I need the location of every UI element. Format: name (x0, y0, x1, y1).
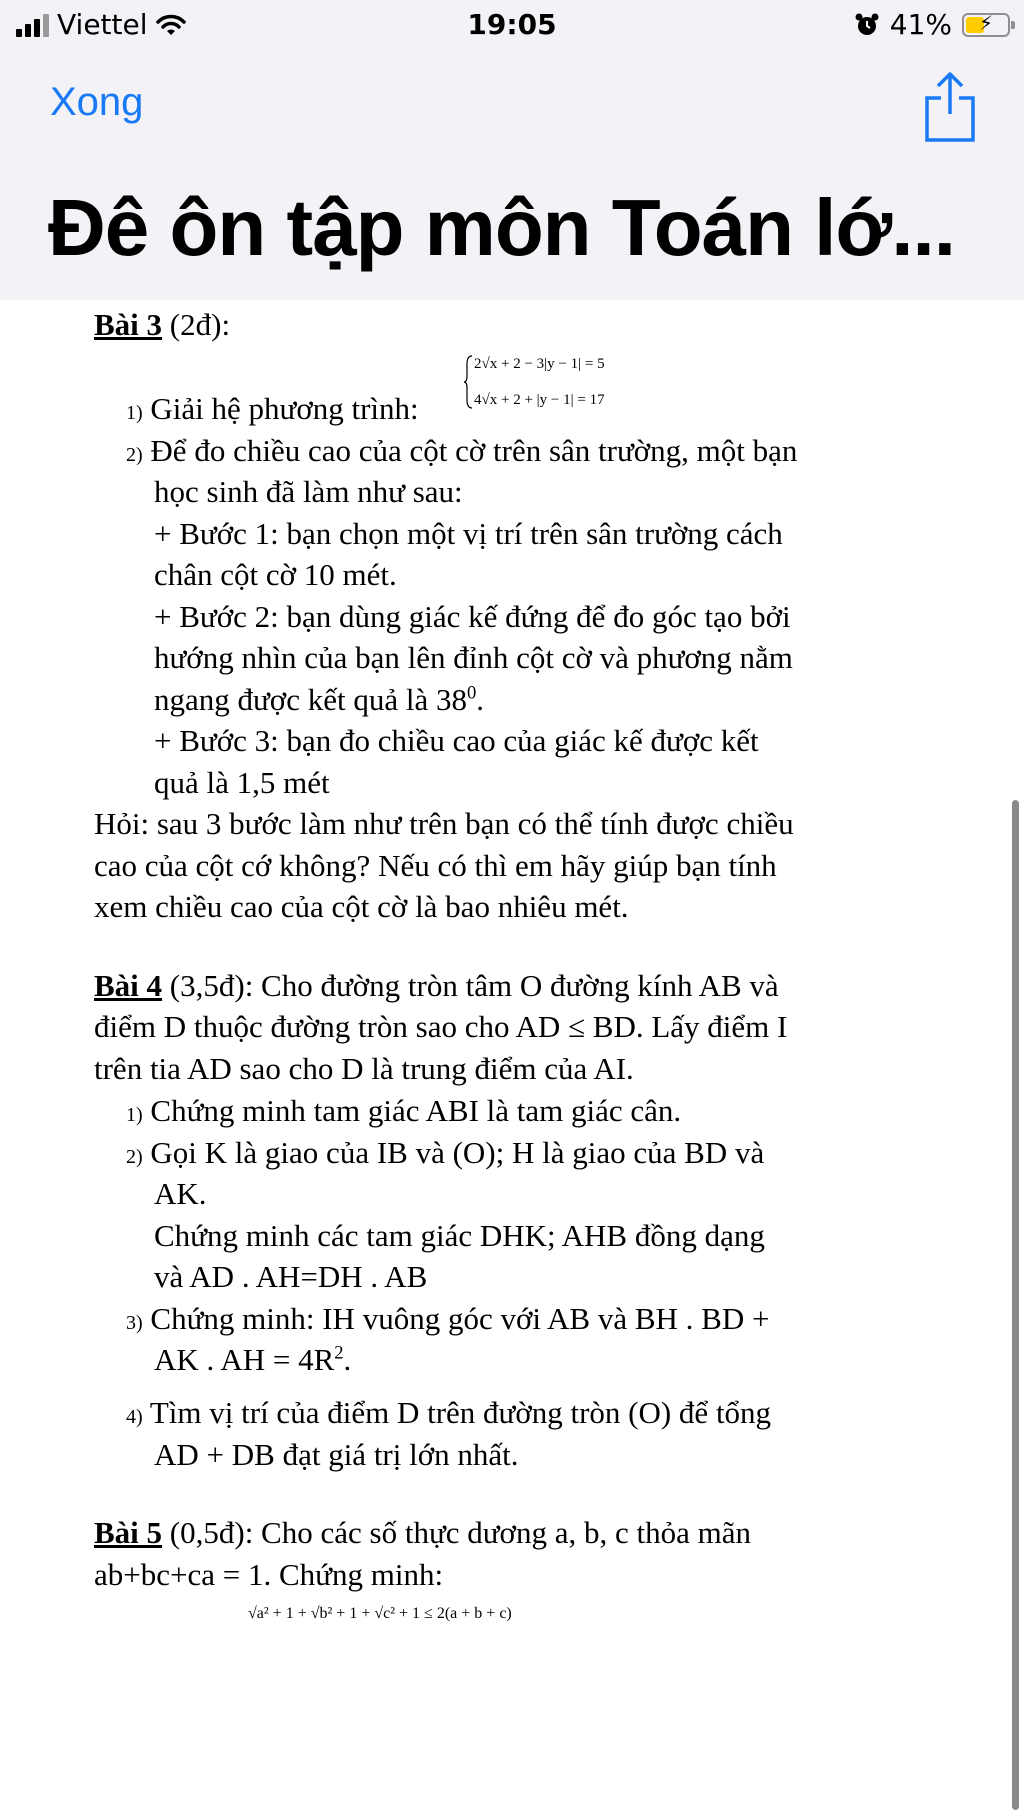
text-line: và AD . AH=DH . AB (154, 1259, 428, 1294)
question-line: cao của cột cớ không? Nếu có thì em hãy giúp bạn tính (94, 848, 777, 883)
carrier-name: Viettel (57, 8, 148, 41)
text-line: quả là 1,5 mét (154, 765, 330, 800)
share-icon[interactable] (922, 70, 978, 142)
question-line: xem chiều cao của cột cờ là bao nhiêu mét. (94, 889, 629, 924)
equation-2: 4√x + 2 + |y − 1| = 17 (474, 392, 605, 408)
text-line: chân cột cờ 10 mét. (154, 557, 397, 592)
scrollbar[interactable] (1012, 800, 1019, 1810)
bai5-heading: Bài 5 (0,5đ): Cho các số thực dương a, b, c thỏa mãn (94, 1515, 751, 1550)
bai4-item-2: 2) Gọi K là giao của IB và (O); H là giao của BD và (126, 1135, 765, 1170)
nav-header (0, 52, 1024, 301)
document-view[interactable] (0, 300, 1024, 1820)
step-2: + Bước 2: bạn dùng giác kế đứng để đo góc tạo bởi (154, 599, 791, 634)
done-button[interactable]: Xong (50, 80, 144, 124)
equation-1: 2√x + 2 − 3|y − 1| = 5 (474, 356, 605, 372)
bai3-item-2: 2) Để đo chiều cao của cột cờ trên sân trường, một bạn (126, 433, 798, 468)
text-line: học sinh đã làm như sau: (154, 474, 463, 509)
bai3-heading: Bài 3 (2đ): (94, 307, 231, 342)
bai4-item-3: 3) Chứng minh: IH vuông góc với AB và BH . BD + (126, 1301, 770, 1336)
step-1: + Bước 1: bạn chọn một vị trí trên sân trường cách (154, 516, 783, 551)
alarm-icon (854, 12, 880, 38)
status-right-group (854, 8, 1010, 41)
text-line: AD + DB đạt giá trị lớn nhất. (154, 1437, 519, 1472)
text-line: hướng nhìn của bạn lên đỉnh cột cờ và phương nằm (154, 640, 793, 675)
bai4-heading: Bài 4 (3,5đ): Cho đường tròn tâm O đường kính AB và (94, 968, 779, 1003)
question-line: Hỏi: sau 3 bước làm như trên bạn có thể tính được chiều (94, 806, 794, 841)
bai4-item-4: 4) Tìm vị trí của điểm D trên đường tròn (O) để tổng (126, 1395, 772, 1430)
text-line: điểm D thuộc đường tròn sao cho AD ≤ BD. Lấy điểm I (94, 1009, 788, 1044)
text-line: trên tia AD sao cho D là trung điểm của AI. (94, 1051, 634, 1086)
battery-icon: ⚡ (962, 13, 1010, 37)
page-title: Đê ôn tập môn Toán lớ... (48, 183, 955, 272)
text-line: Chứng minh các tam giác DHK; AHB đồng dạng (154, 1218, 765, 1253)
text-line: AK. (154, 1176, 207, 1211)
text-line: ab+bc+ca = 1. Chứng minh: (94, 1557, 444, 1592)
battery-percent: 41% (889, 8, 952, 41)
bai4-item-1: 1) Chứng minh tam giác ABI là tam giác cân. (126, 1093, 682, 1128)
text-line: ngang được kết quả là $38^0$. (154, 682, 485, 717)
clock: 19:05 (467, 8, 557, 41)
step-3: + Bước 3: bạn đo chiều cao của giác kế được kết (154, 723, 759, 758)
system-brace (464, 354, 474, 410)
status-bar (0, 0, 1024, 52)
inequality: √a² + 1 + √b² + 1 + √c² + 1 ≤ 2(a + b + c) (248, 1605, 512, 1622)
bai3-item-1: 1) Giải hệ phương trình: (126, 391, 419, 426)
text-line: AK . AH = $4R^2$. (154, 1342, 352, 1377)
